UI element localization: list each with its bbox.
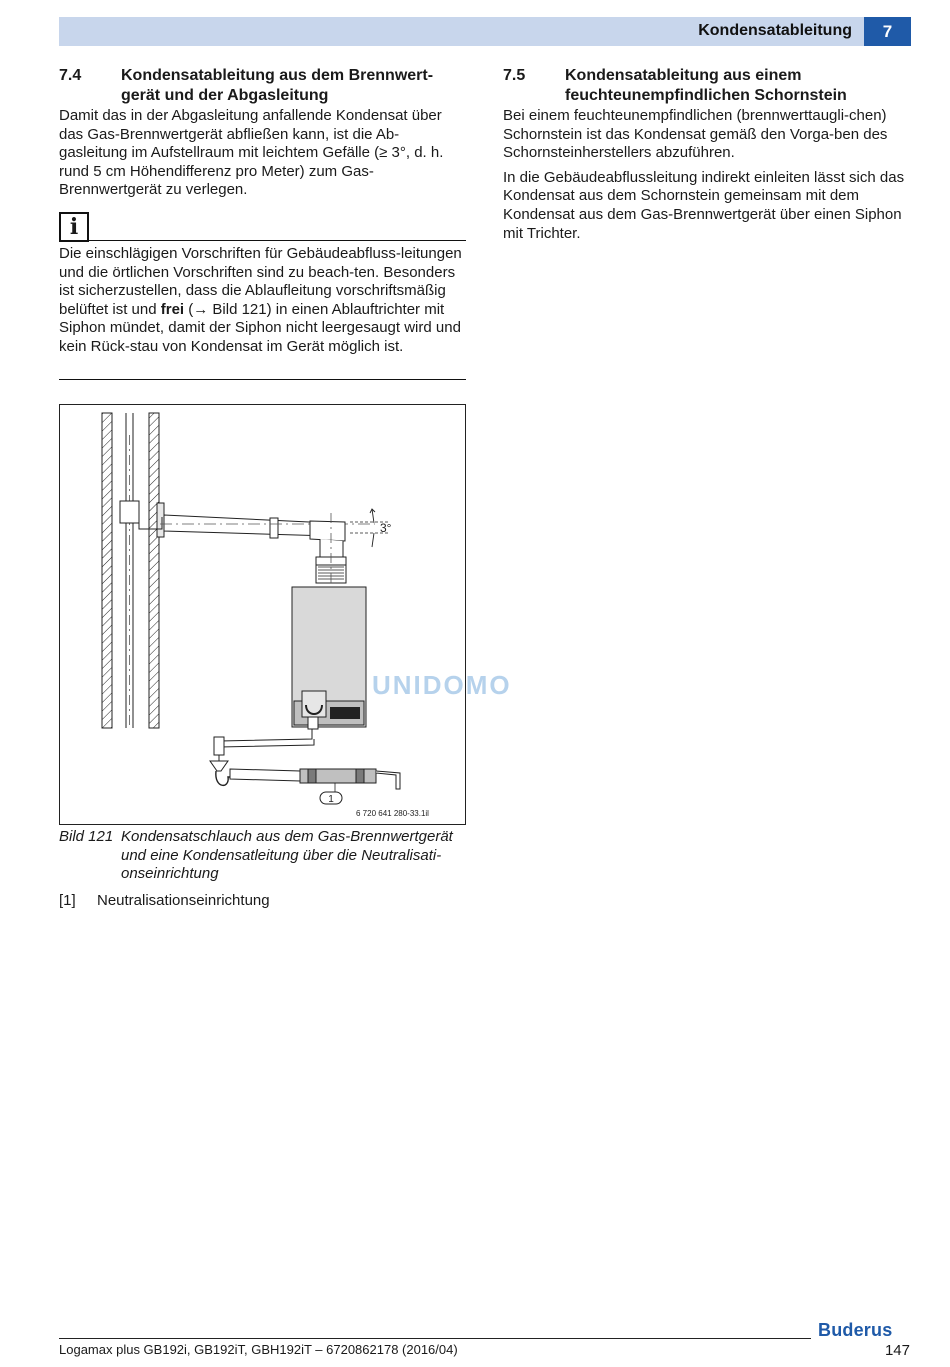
section-body-2: In die Gebäudeabflussleitung indirekt einleiten lässt sich das Kondensat aus dem Schornstein gemeinsam mit dem Kondensat aus dem Gas-Brennwertgerät über einen Siphon mit Trichter. — [503, 168, 905, 242]
callout-1 — [320, 792, 342, 805]
section-title-line-1: Kondensatableitung aus dem Brennwert- — [121, 67, 434, 84]
section-heading — [503, 66, 911, 106]
section-title-line-1: Kondensatableitung aus einem — [565, 67, 802, 84]
chimney-wall — [102, 413, 159, 728]
caption-text: Kondensatschlauch aus dem Gas-Brennwertgerät und eine Kondensatleitung über die Neutralisati-onseinrichtung — [121, 828, 453, 883]
legend-key: [1] — [59, 892, 76, 909]
chapter-number: 7 — [864, 17, 911, 46]
info-rule-top — [89, 240, 466, 241]
page-number: 147 — [884, 1342, 910, 1359]
boiler-unit — [292, 587, 366, 729]
angle-indicator — [350, 509, 392, 547]
info-rule-bottom — [59, 379, 466, 380]
section-heading — [59, 66, 467, 106]
section-number: 7.4 — [59, 67, 82, 84]
neutralisation-unit — [300, 769, 400, 793]
info-text-bold: frei — [160, 300, 185, 318]
footer-document-info: Logamax plus GB192i, GB192iT, GBH192iT – 6720862178 (2016/04) — [59, 1342, 458, 1357]
installation-diagram — [60, 405, 512, 824]
brand-logo: Buderus — [818, 1320, 893, 1340]
info-icon: i — [59, 212, 89, 242]
info-text-part-1: Die einschlägigen Vorschriften für Gebäudeabfluss-leitungen und die örtlichen Vorschriften sind zu beach-ten. Besonders ist sicherzustellen, dass die Ablaufleitung vorschriftsmäßig belüftet ist und — [59, 245, 462, 318]
section-body-1: Bei einem feuchteunempfindlichen (brennwerttaugli-chen) Schornstein ist das Kondensat gemäß den Vorga-ben des Schornsteinherstellers abzuführen. — [503, 107, 888, 162]
watermark-text: UNIDOMO — [372, 670, 512, 700]
section-body: Damit das in der Abgasleitung anfallende Kondensat über das Gas-Brennwertgerät abfließen kann, ist die Ab-gasleitung im Aufstellraum mit leichtem Gefälle (≥ 3°, d. h. rund 5 cm Höhendifferenz pro Meter) zum Gas-Brennwertgerät zu verlegen. — [59, 107, 444, 199]
footer-rule — [59, 1338, 811, 1339]
drawing-id: 6 720 641 280-33.1il — [356, 809, 429, 818]
legend-value: Neutralisationseinrichtung — [97, 892, 270, 909]
section-7-5 — [503, 66, 911, 243]
info-text-part-2: (→ Bild 121) in einen Ablauftrichter mit Siphon mündet, damit der Siphon nicht leergesaugt wird und kein Rück-stau von Kondensat im Gerät möglich ist. — [59, 300, 461, 355]
section-7-4 — [59, 66, 467, 200]
angle-label: 3° — [380, 521, 392, 535]
condensate-hose — [210, 729, 314, 785]
section-title-line-2: gerät und der Abgasleitung — [121, 87, 329, 104]
figure-legend — [59, 892, 270, 910]
figure-caption — [59, 828, 469, 884]
section-title-line-2: feuchteunempfindlichen Schornstein — [565, 87, 847, 104]
section-number: 7.5 — [503, 67, 526, 84]
header-bar — [59, 17, 864, 46]
callout-number: 1 — [328, 794, 334, 805]
caption-number: Bild 121 — [59, 828, 114, 845]
figure-121 — [59, 404, 512, 825]
info-text — [59, 245, 466, 357]
running-header-title: Kondensatableitung — [698, 22, 852, 39]
